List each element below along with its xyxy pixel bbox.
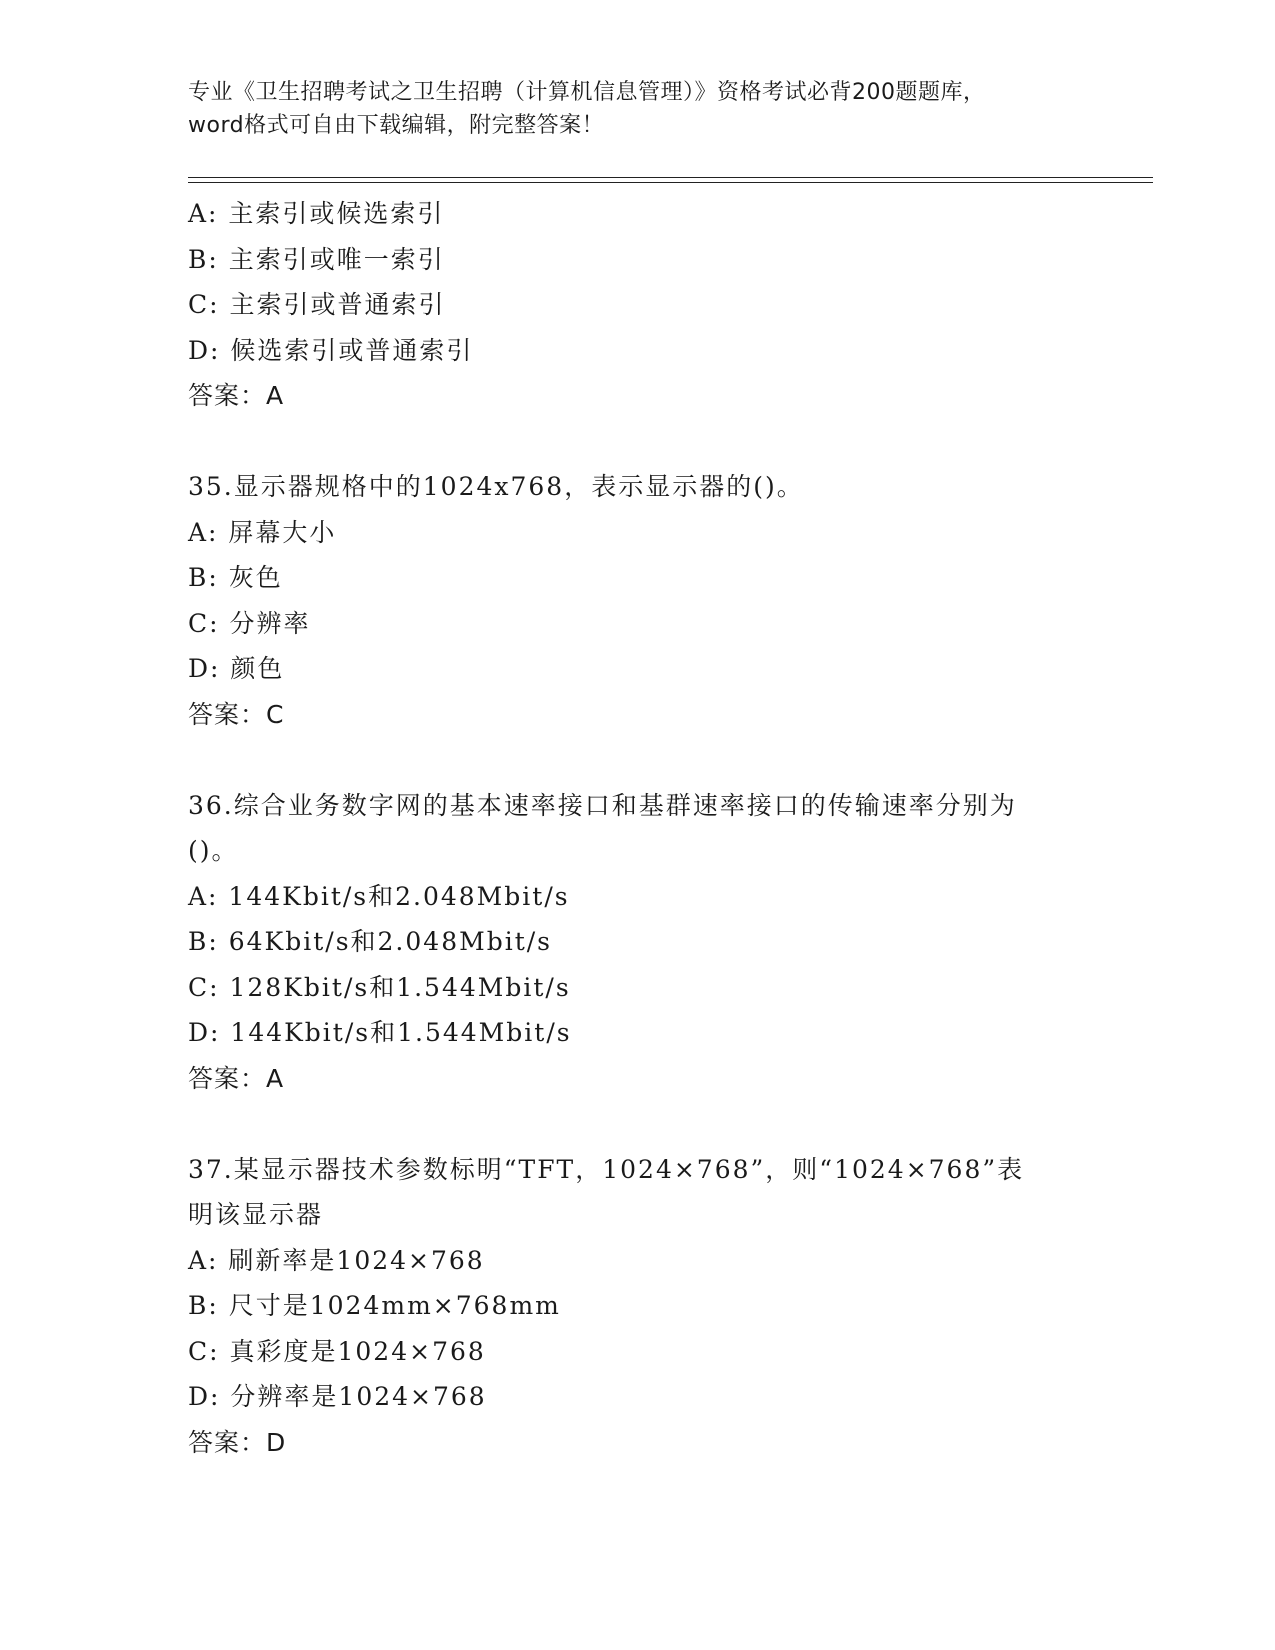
option-a: A: 屏幕大小 [188, 517, 337, 547]
option-b: B: 主索引或唯一索引 [188, 244, 445, 274]
header-line-1: 专业《卫生招聘考试之卫生招聘（计算机信息管理）》资格考试必背200题题库， [188, 80, 986, 105]
option-c: C: 分辨率 [188, 608, 311, 638]
header-line-2: word格式可自由下载编辑，附完整答案！ [188, 113, 605, 138]
question-37 [188, 1147, 1088, 1466]
answer: 答案：A [188, 1063, 285, 1093]
option-c: C: 128Kbit/s和1.544Mbit/s [188, 972, 571, 1002]
question-text-line-2: ()。 [188, 836, 239, 865]
option-d: D: 颜色 [188, 654, 285, 683]
option-d: D: 分辨率是1024×768 [188, 1382, 487, 1411]
answer: 答案：D [188, 1427, 287, 1457]
option-d: D: 候选索引或普通索引 [188, 335, 474, 365]
option-d: D: 144Kbit/s和1.544Mbit/s [188, 1018, 572, 1047]
question-text-line-2: 明该显示器 [188, 1200, 324, 1229]
question-34 [188, 191, 1088, 419]
answer: 答案：A [188, 381, 285, 410]
option-a: A: 刷新率是1024×768 [188, 1245, 485, 1275]
question-36 [188, 783, 1088, 1102]
question-gap [188, 419, 1088, 465]
question-text: 35.显示器规格中的1024x768，表示显示器的()。 [188, 472, 804, 501]
document-header [188, 76, 1088, 142]
question-text-line-1: 36.综合业务数字网的基本速率接口和基群速率接口的传输速率分别为 [188, 790, 1017, 820]
question-35 [188, 464, 1088, 737]
question-gap [188, 737, 1088, 783]
question-gap [188, 1101, 1088, 1147]
option-c: C: 主索引或普通索引 [188, 290, 446, 319]
option-c: C: 真彩度是1024×768 [188, 1336, 486, 1366]
question-text-line-1: 37.某显示器技术参数标明“TFT，1024×768”，则“1024×768”表 [188, 1154, 1025, 1184]
option-b: B: 尺寸是1024mm×768mm [188, 1291, 561, 1320]
option-a: A: 主索引或候选索引 [188, 199, 445, 228]
option-a: A: 144Kbit/s和2.048Mbit/s [188, 881, 570, 911]
answer: 答案：C [188, 699, 285, 729]
option-b: B: 64Kbit/s和2.048Mbit/s [188, 927, 552, 956]
option-b: B: 灰色 [188, 563, 283, 592]
header-divider-top [188, 177, 1153, 178]
question-content [188, 191, 1088, 1465]
header-divider-bottom [188, 182, 1153, 183]
